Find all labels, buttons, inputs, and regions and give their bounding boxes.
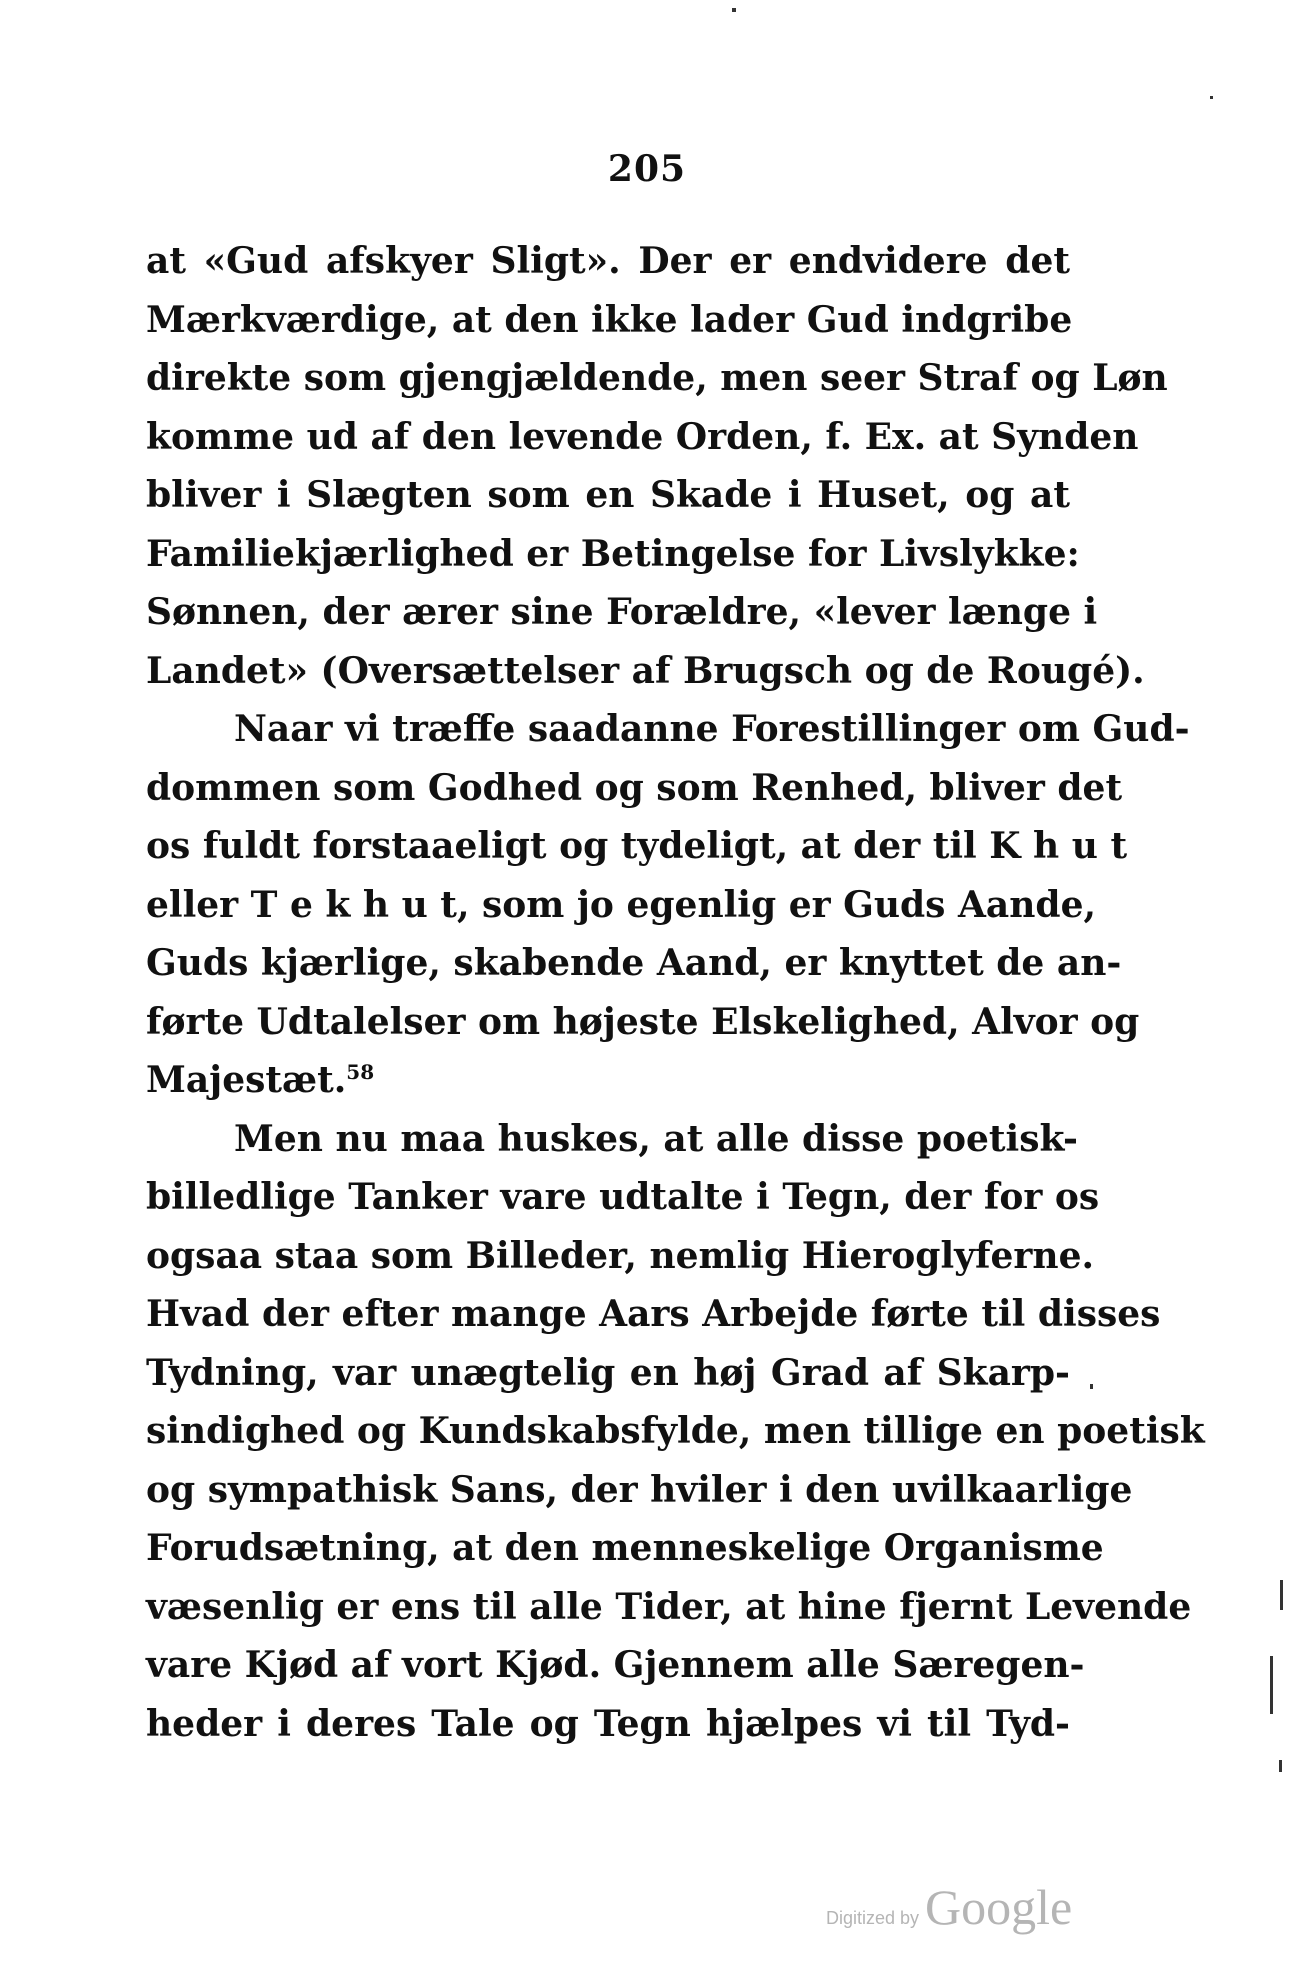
text-line: heder i deres Tale og Tegn hjælpes vi til Tyd- (146, 1702, 1070, 1745)
text-line: Majestæt. (146, 1059, 347, 1101)
text-line: Forudsætning, at den menneskelige Organisme (146, 1527, 1104, 1569)
text-line: Landet» (Oversættelser af Brugsch og de Rougé). (146, 649, 1145, 692)
scan-speck (732, 8, 736, 12)
digitized-watermark (826, 1878, 1072, 1936)
text-line: vare Kjød af vort Kjød. Gjennem alle Særegen- (146, 1644, 1085, 1686)
scan-mark (1280, 1580, 1283, 1610)
text-line: bliver i Slægten som en Skade i Huset, og at (146, 474, 1070, 516)
text-line: og sympathisk Sans, der hviler i den uvilkaarlige (146, 1468, 1133, 1511)
text-line: dommen som Godhed og som Renhed, bliver det (146, 766, 1123, 809)
text-line: Hvad der efter mange Aars Arbejde førte til disses (146, 1293, 1161, 1335)
text-line: førte Udtalelser om højeste Elskelighed, Alvor og (146, 1000, 1140, 1043)
text-line: at «Gud afskyer Sligt». Der er endvidere det (146, 240, 1070, 282)
scan-mark (1270, 1656, 1273, 1714)
google-logo: Google (925, 1879, 1073, 1935)
text-line: komme ud af den levende Orden, f. Ex. at Synden (146, 415, 1139, 458)
scan-speck (1210, 96, 1213, 99)
scan-speck (1090, 1384, 1093, 1389)
body-text (146, 232, 1205, 1753)
text-line: Sønnen, der ærer sine Forældre, «lever længe i (146, 591, 1098, 633)
text-line: væsenlig er ens til alle Tider, at hine fjernt Levende (146, 1585, 1192, 1628)
text-line: Tydning, var unægtelig en høj Grad af Skarp- (146, 1351, 1070, 1394)
paragraph-start-line: Men nu maa huskes, at alle disse poetisk- (234, 1117, 1078, 1160)
page-number: 205 (607, 148, 687, 190)
text-line: Guds kjærlige, skabende Aand, er knyttet de an- (146, 942, 1122, 984)
text-line: os fuldt forstaaeligt og tydeligt, at der til K h u t (146, 825, 1128, 867)
text-line: ogsaa staa som Billeder, nemlig Hieroglyferne. (146, 1234, 1095, 1277)
scan-mark (1279, 1760, 1282, 1772)
paragraph-start-line: Naar vi træffe saadanne Forestillinger om Gud- (234, 708, 1190, 750)
text-line: direkte som gjengjældende, men seer Straf og Løn (146, 357, 1168, 399)
footnote-marker: 58 (346, 1060, 375, 1084)
text-line: Mærkværdige, at den ikke lader Gud indgribe (146, 298, 1073, 341)
paragraph-end-line (146, 1051, 1070, 1110)
text-line: billedlige Tanker vare udtalte i Tegn, der for os (146, 1176, 1100, 1218)
text-line: sindighed og Kundskabsfylde, men tillige en poetisk (146, 1410, 1205, 1452)
text-line: Familiekjærlighed er Betingelse for Livslykke: (146, 532, 1080, 575)
text-line: eller T e k h u t, som jo egenlig er Guds Aande, (146, 883, 1097, 926)
watermark-prefix: Digitized by (826, 1908, 920, 1928)
